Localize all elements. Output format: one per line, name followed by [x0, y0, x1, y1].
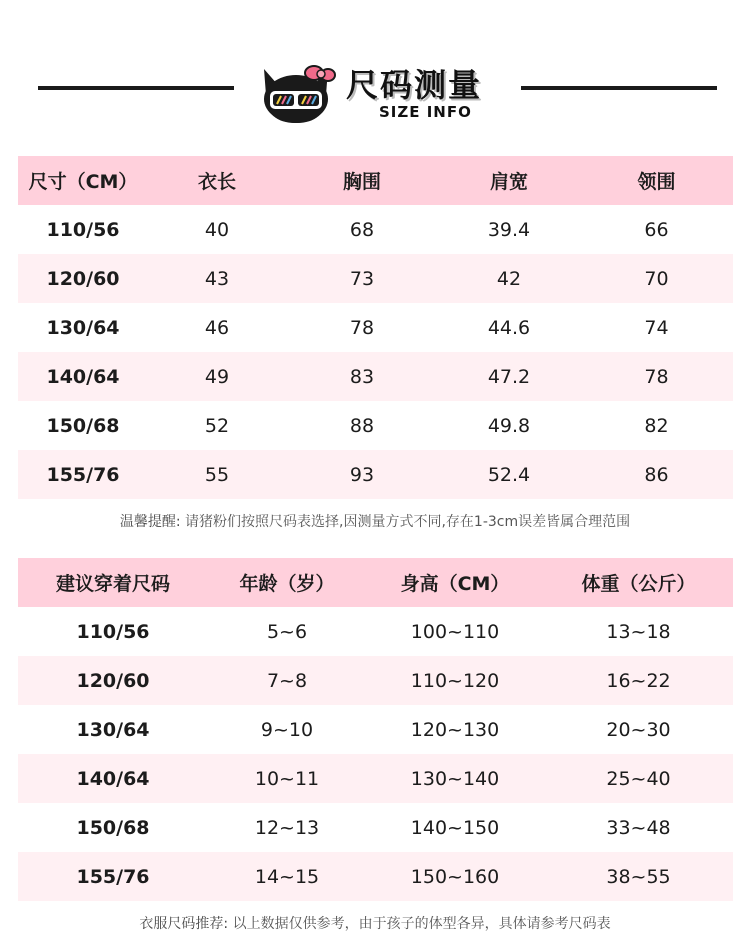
note-lead: 温馨提醒:	[119, 514, 181, 530]
table-cell: 66	[644, 218, 669, 241]
table-cell: 33~48	[606, 816, 671, 839]
table-cell: 100~110	[410, 620, 500, 643]
table-row	[18, 656, 733, 705]
table-cell: 70	[580, 254, 733, 303]
table-row	[18, 803, 733, 852]
table-cell: 52	[204, 414, 230, 437]
table-cell: 68	[349, 218, 375, 241]
table-cell: 83	[286, 352, 438, 401]
table-cell: 14~15	[208, 852, 366, 901]
note-text: 以上数据仅供参考，由于孩子的体型各异，具体请参考尺码表	[228, 916, 611, 932]
table-cell: 130~140	[366, 754, 544, 803]
measurement-table	[18, 156, 733, 499]
table-cell: 49	[148, 352, 286, 401]
table-cell: 46	[204, 316, 230, 339]
note-lead: 衣服尺码推荐:	[139, 916, 229, 932]
table-cell: 150~160	[366, 852, 544, 901]
page-subtitle: SIZE INFO	[379, 103, 472, 121]
table-cell: 43	[148, 254, 286, 303]
table-cell: 5~6	[266, 620, 308, 643]
column-header: 胸围	[286, 156, 438, 205]
table-cell: 44.6	[487, 316, 531, 339]
column-header: 领围	[580, 156, 733, 205]
table-cell: 110/56	[76, 620, 150, 643]
table-cell: 10~11	[208, 754, 366, 803]
table-cell: 9~10	[260, 718, 314, 741]
table-cell: 130/64	[76, 718, 150, 741]
table-row	[18, 705, 733, 754]
column-header: 衣长	[148, 156, 286, 205]
table-cell: 155/76	[18, 450, 148, 499]
table-row	[18, 352, 733, 401]
column-header: 体重（公斤）	[544, 558, 733, 607]
table-cell: 120/60	[18, 656, 208, 705]
table-cell: 150/68	[76, 816, 150, 839]
table-cell: 49.8	[487, 414, 531, 437]
table-cell: 42	[438, 254, 580, 303]
measurement-note	[0, 511, 750, 531]
column-header: 肩宽	[438, 156, 580, 205]
table-cell: 150/68	[46, 414, 120, 437]
recommendation-table	[18, 558, 733, 901]
table-cell: 140~150	[410, 816, 500, 839]
table-cell: 55	[148, 450, 286, 499]
table-cell: 73	[286, 254, 438, 303]
table-cell: 155/76	[18, 852, 208, 901]
cat-mascot-icon	[256, 55, 336, 127]
table-cell: 39.4	[487, 218, 531, 241]
table-cell: 82	[644, 414, 669, 437]
table-cell: 40	[204, 218, 230, 241]
table-row	[18, 607, 733, 656]
table-cell: 110/56	[46, 218, 120, 241]
column-header: 建议穿着尺码	[18, 558, 208, 607]
column-header: 身高（CM）	[366, 558, 544, 607]
page-header	[0, 0, 750, 140]
table-cell: 140/64	[18, 754, 208, 803]
table-cell: 52.4	[438, 450, 580, 499]
table-row	[18, 754, 733, 803]
table-cell: 13~18	[606, 620, 671, 643]
table-row	[18, 401, 733, 450]
table-header-row	[18, 156, 733, 205]
header-rule-left	[38, 86, 234, 90]
table-cell: 12~13	[254, 816, 320, 839]
table-row	[18, 450, 733, 499]
page-title: 尺码测量	[346, 66, 483, 104]
table-cell: 78	[580, 352, 733, 401]
table-cell: 7~8	[208, 656, 366, 705]
table-row	[18, 254, 733, 303]
table-cell: 120/60	[18, 254, 148, 303]
table-cell: 93	[286, 450, 438, 499]
table-cell: 110~120	[366, 656, 544, 705]
table-cell: 47.2	[438, 352, 580, 401]
table-row	[18, 852, 733, 901]
header-rule-right	[521, 86, 717, 90]
table-cell: 140/64	[18, 352, 148, 401]
table-cell: 74	[644, 316, 669, 339]
note-text: 请猪粉们按照尺码表选择,因测量方式不同,存在1-3cm误差皆属合理范围	[180, 514, 631, 530]
table-cell: 88	[349, 414, 375, 437]
table-row	[18, 205, 733, 254]
table-cell: 16~22	[544, 656, 733, 705]
table-cell: 78	[349, 316, 375, 339]
table-cell: 38~55	[544, 852, 733, 901]
recommendation-note	[0, 913, 750, 933]
column-header: 尺寸（CM）	[18, 156, 148, 205]
table-cell: 20~30	[606, 718, 671, 741]
table-cell: 86	[580, 450, 733, 499]
table-header-row	[18, 558, 733, 607]
table-cell: 120~130	[410, 718, 500, 741]
table-cell: 130/64	[46, 316, 120, 339]
column-header: 年龄（岁）	[208, 558, 366, 607]
table-row	[18, 303, 733, 352]
table-cell: 25~40	[544, 754, 733, 803]
